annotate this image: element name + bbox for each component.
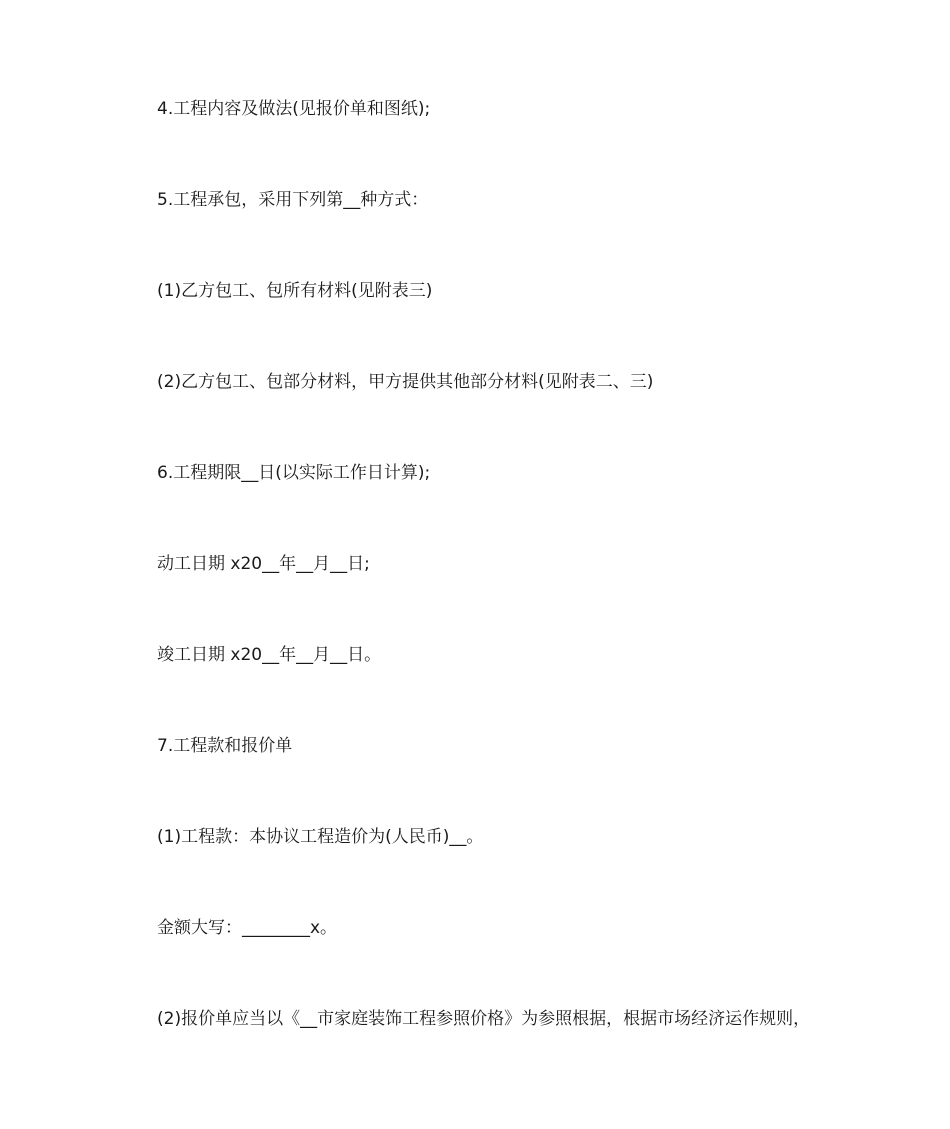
start-date: 动工日期 x20__年__月__日;: [157, 554, 370, 574]
option-2-partial-materials: (2)乙方包工、包部分材料，甲方提供其他部分材料(见附表二、三): [157, 372, 654, 392]
payment-amount: (1)工程款：本协议工程造价为(人民币)__。: [157, 827, 484, 847]
option-1-full-materials: (1)乙方包工、包所有材料(见附表三): [157, 281, 433, 301]
clause-7-payment-heading: 7.工程款和报价单: [157, 736, 293, 756]
clause-5-contracting: 5.工程承包，采用下列第__种方式：: [157, 190, 429, 210]
quotation-basis: (2)报价单应当以《__市家庭装饰工程参照价格》为参照根据，根据市场经济运作规则，: [157, 1009, 811, 1029]
completion-date: 竣工日期 x20__年__月__日。: [157, 645, 382, 665]
amount-in-words: 金额大写：________x。: [157, 918, 338, 938]
clause-6-duration: 6.工程期限__日(以实际工作日计算);: [157, 463, 431, 483]
clause-4-content: 4.工程内容及做法(见报价单和图纸);: [157, 99, 431, 119]
